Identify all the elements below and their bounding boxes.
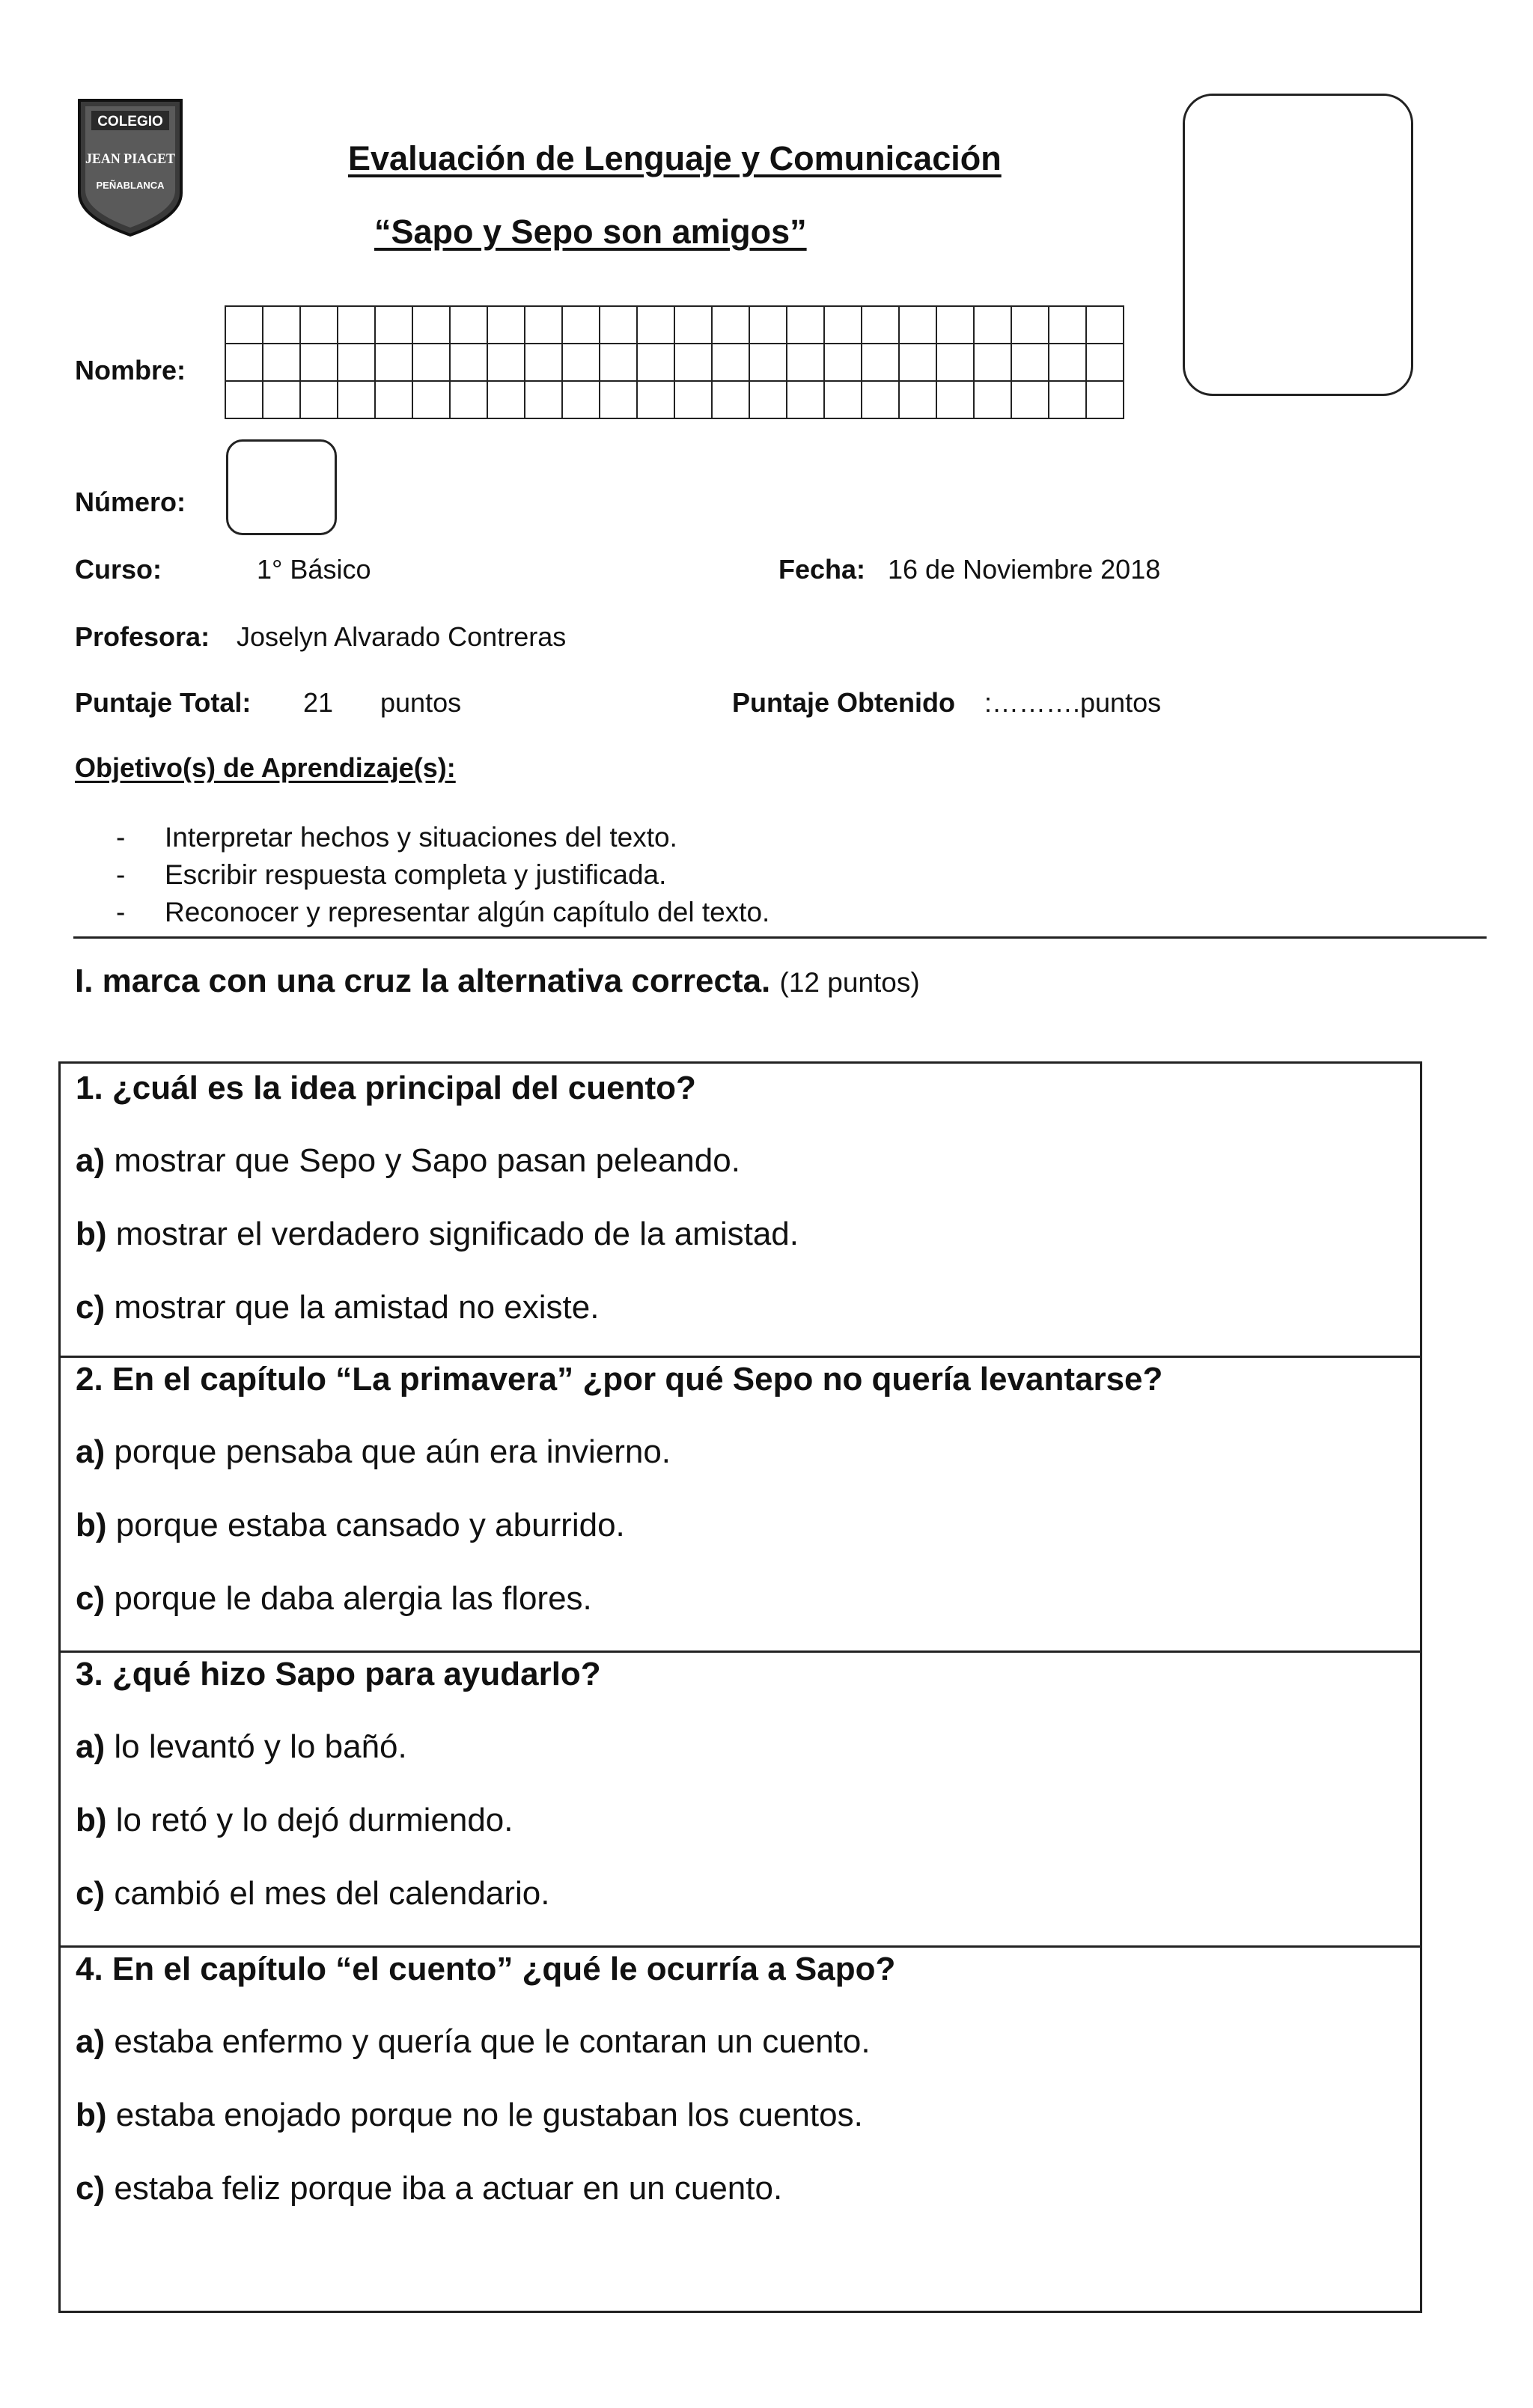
name-grid-cell[interactable] bbox=[975, 344, 1012, 382]
name-grid-cell[interactable] bbox=[862, 382, 900, 419]
name-grid-cell[interactable] bbox=[862, 307, 900, 344]
name-grid-cell[interactable] bbox=[937, 344, 975, 382]
name-grid-cell[interactable] bbox=[413, 382, 451, 419]
name-grid-cell[interactable] bbox=[750, 382, 787, 419]
option-letter: c) bbox=[76, 1875, 106, 1912]
name-grid-cell[interactable] bbox=[263, 307, 301, 344]
question-4-option-b[interactable] bbox=[76, 2097, 863, 2134]
name-grid-cell[interactable] bbox=[263, 382, 301, 419]
option-letter: c) bbox=[76, 1580, 106, 1617]
name-grid-cell[interactable] bbox=[638, 344, 675, 382]
name-grid-cell[interactable] bbox=[525, 382, 563, 419]
option-letter: b) bbox=[76, 1507, 107, 1543]
nombre-label: Nombre: bbox=[75, 355, 186, 385]
question-block-1 bbox=[61, 1064, 1420, 1356]
name-grid-cell[interactable] bbox=[675, 307, 713, 344]
objective-item: - Reconocer y representar algún capítulo del texto. bbox=[116, 894, 769, 931]
question-2-text: 2. En el capítulo “La primavera” ¿por qué Sepo no quería levantarse? bbox=[76, 1361, 1163, 1397]
option-text: lo levantó y lo bañó. bbox=[105, 1728, 407, 1765]
name-grid-cell[interactable] bbox=[488, 307, 525, 344]
question-1-option-b[interactable] bbox=[76, 1216, 799, 1253]
name-grid-cell[interactable] bbox=[787, 344, 825, 382]
objective-item: - Interpretar hechos y situaciones del texto. bbox=[116, 819, 769, 856]
name-grid-cell[interactable] bbox=[713, 382, 750, 419]
name-grid-cell[interactable] bbox=[638, 382, 675, 419]
name-grid-cell[interactable] bbox=[937, 382, 975, 419]
option-letter: c) bbox=[76, 1289, 106, 1326]
name-grid-cell[interactable] bbox=[638, 307, 675, 344]
question-4-option-a[interactable] bbox=[76, 2023, 871, 2061]
name-grid-cell[interactable] bbox=[1049, 344, 1087, 382]
name-grid-cell[interactable] bbox=[338, 382, 376, 419]
option-text: mostrar el verdadero significado de la amistad. bbox=[106, 1216, 799, 1252]
name-grid-cell[interactable] bbox=[900, 382, 937, 419]
name-grid-cell[interactable] bbox=[937, 307, 975, 344]
logo-line-3: PEÑABLANCA bbox=[96, 180, 165, 191]
option-letter: a) bbox=[76, 1728, 106, 1765]
puntaje-total-value: 21 bbox=[303, 687, 334, 718]
name-grid-cell[interactable] bbox=[413, 307, 451, 344]
numero-label: Número: bbox=[75, 487, 186, 517]
school-logo bbox=[75, 97, 186, 238]
questions-table bbox=[58, 1061, 1422, 2313]
question-3-option-b[interactable] bbox=[76, 1802, 513, 1839]
puntaje-obtenido-label: Puntaje Obtenido bbox=[732, 687, 956, 718]
objectives-list bbox=[116, 819, 769, 931]
option-letter: c) bbox=[76, 2170, 106, 2207]
fecha-value: 16 de Noviembre 2018 bbox=[888, 554, 1161, 585]
numero-box[interactable] bbox=[226, 439, 337, 535]
name-grid-cell[interactable] bbox=[825, 307, 862, 344]
name-grid-cell[interactable] bbox=[451, 344, 488, 382]
question-3-text: 3. ¿qué hizo Sapo para ayudarlo? bbox=[76, 1656, 601, 1692]
section-heading bbox=[75, 963, 920, 1000]
evaluation-subtitle: “Sapo y Sepo son amigos” bbox=[374, 213, 807, 251]
name-grid-cell[interactable] bbox=[862, 344, 900, 382]
name-grid-cell[interactable] bbox=[1087, 382, 1124, 419]
name-grid-cell[interactable] bbox=[1087, 344, 1124, 382]
name-grid-cell[interactable] bbox=[1049, 307, 1087, 344]
name-grid-cell[interactable] bbox=[301, 307, 338, 344]
option-text: porque estaba cansado y aburrido. bbox=[106, 1507, 625, 1543]
option-text: porque le daba alergia las flores. bbox=[105, 1580, 592, 1617]
objective-item: - Escribir respuesta completa y justificada. bbox=[116, 856, 769, 894]
puntaje-obtenido-value: :……….puntos bbox=[984, 687, 1162, 718]
name-grid-cell[interactable] bbox=[563, 344, 600, 382]
option-text: estaba feliz porque iba a actuar en un cuento. bbox=[105, 2170, 783, 2207]
name-grid-cell[interactable] bbox=[488, 344, 525, 382]
name-grid-cell[interactable] bbox=[525, 344, 563, 382]
option-text: cambió el mes del calendario. bbox=[105, 1875, 550, 1912]
option-letter: a) bbox=[76, 1142, 106, 1179]
name-grid-cell[interactable] bbox=[263, 344, 301, 382]
question-1-text: 1. ¿cuál es la idea principal del cuento? bbox=[76, 1070, 696, 1106]
logo-line-1: COLEGIO bbox=[97, 114, 163, 129]
name-grid-cell[interactable] bbox=[713, 307, 750, 344]
name-grid-cell[interactable] bbox=[787, 307, 825, 344]
name-grid-cell[interactable] bbox=[338, 307, 376, 344]
name-grid-cell[interactable] bbox=[1012, 344, 1049, 382]
question-2-option-c[interactable] bbox=[76, 1580, 592, 1618]
option-letter: b) bbox=[76, 1216, 107, 1252]
evaluation-title: Evaluación de Lenguaje y Comunicación bbox=[348, 139, 1002, 177]
name-grid-cell[interactable] bbox=[376, 307, 413, 344]
option-text: estaba enojado porque no le gustaban los cuentos. bbox=[106, 2097, 863, 2133]
option-text: mostrar que Sepo y Sapo pasan peleando. bbox=[105, 1142, 740, 1179]
name-grid-cell[interactable] bbox=[301, 382, 338, 419]
name-grid-cell[interactable] bbox=[975, 307, 1012, 344]
name-grid-cell[interactable] bbox=[600, 307, 638, 344]
option-text: estaba enfermo y quería que le contaran un cuento. bbox=[105, 2023, 871, 2060]
name-grid-cell[interactable] bbox=[1049, 382, 1087, 419]
profesora-label: Profesora: bbox=[75, 621, 210, 652]
question-2-option-b[interactable] bbox=[76, 1507, 625, 1544]
name-grid-cell[interactable] bbox=[226, 307, 263, 344]
fecha-label: Fecha: bbox=[778, 554, 866, 585]
name-grid-cell[interactable] bbox=[451, 307, 488, 344]
question-2-option-a[interactable] bbox=[76, 1433, 671, 1471]
name-grid-cell[interactable] bbox=[1012, 382, 1049, 419]
name-grid-cell[interactable] bbox=[825, 344, 862, 382]
question-3-option-c[interactable] bbox=[76, 1875, 549, 1912]
option-text: lo retó y lo dejó durmiendo. bbox=[106, 1802, 513, 1838]
curso-label: Curso: bbox=[75, 554, 162, 585]
question-block-3 bbox=[61, 1650, 1420, 1945]
option-text: mostrar que la amistad no existe. bbox=[105, 1289, 600, 1326]
section-points: (12 puntos) bbox=[779, 967, 920, 998]
name-grid-cell[interactable] bbox=[787, 382, 825, 419]
divider bbox=[73, 936, 1487, 939]
question-block-2 bbox=[61, 1356, 1420, 1650]
option-letter: b) bbox=[76, 2097, 107, 2133]
name-grid-cell[interactable] bbox=[900, 344, 937, 382]
photo-box bbox=[1183, 94, 1413, 396]
name-grid-cell[interactable] bbox=[900, 307, 937, 344]
option-letter: a) bbox=[76, 1433, 106, 1470]
name-grid-cell[interactable] bbox=[376, 344, 413, 382]
name-grid-cell[interactable] bbox=[675, 344, 713, 382]
question-3-option-a[interactable] bbox=[76, 1728, 407, 1766]
name-grid-cell[interactable] bbox=[750, 344, 787, 382]
name-grid-cell[interactable] bbox=[975, 382, 1012, 419]
option-letter: b) bbox=[76, 1802, 107, 1838]
question-block-4 bbox=[61, 1945, 1420, 2311]
section-title: I. marca con una cruz la alternativa correcta. bbox=[75, 963, 771, 999]
name-grid-cell[interactable] bbox=[750, 307, 787, 344]
name-grid-cell[interactable] bbox=[600, 382, 638, 419]
question-1-option-a[interactable] bbox=[76, 1142, 740, 1180]
name-grid-cell[interactable] bbox=[1087, 307, 1124, 344]
puntaje-total-label: Puntaje Total: bbox=[75, 687, 252, 718]
question-4-text: 4. En el capítulo “el cuento” ¿qué le ocurría a Sapo? bbox=[76, 1951, 896, 1987]
name-grid-cell[interactable] bbox=[563, 307, 600, 344]
logo-line-2: JEAN PIAGET bbox=[85, 151, 176, 167]
name-grid-cell[interactable] bbox=[451, 382, 488, 419]
objectives-heading: Objetivo(s) de Aprendizaje(s): bbox=[75, 752, 456, 783]
name-grid[interactable] bbox=[225, 305, 1124, 419]
option-letter: a) bbox=[76, 2023, 106, 2060]
name-grid-cell[interactable] bbox=[1012, 307, 1049, 344]
name-grid-cell[interactable] bbox=[413, 344, 451, 382]
name-grid-cell[interactable] bbox=[525, 307, 563, 344]
name-grid-cell[interactable] bbox=[675, 382, 713, 419]
name-grid-cell[interactable] bbox=[488, 382, 525, 419]
puntaje-total-unit: puntos bbox=[380, 687, 462, 718]
name-grid-cell[interactable] bbox=[825, 382, 862, 419]
name-grid-cell[interactable] bbox=[600, 344, 638, 382]
name-grid-cell[interactable] bbox=[338, 344, 376, 382]
option-text: porque pensaba que aún era invierno. bbox=[105, 1433, 671, 1470]
profesora-value: Joselyn Alvarado Contreras bbox=[237, 621, 567, 652]
name-grid-cell[interactable] bbox=[563, 382, 600, 419]
name-grid-cell[interactable] bbox=[301, 344, 338, 382]
name-grid-cell[interactable] bbox=[376, 382, 413, 419]
question-1-option-c[interactable] bbox=[76, 1289, 599, 1326]
curso-value: 1° Básico bbox=[257, 554, 371, 585]
name-grid-cell[interactable] bbox=[713, 344, 750, 382]
name-grid-cell[interactable] bbox=[226, 344, 263, 382]
question-4-option-c[interactable] bbox=[76, 2170, 782, 2207]
name-grid-cell[interactable] bbox=[226, 382, 263, 419]
